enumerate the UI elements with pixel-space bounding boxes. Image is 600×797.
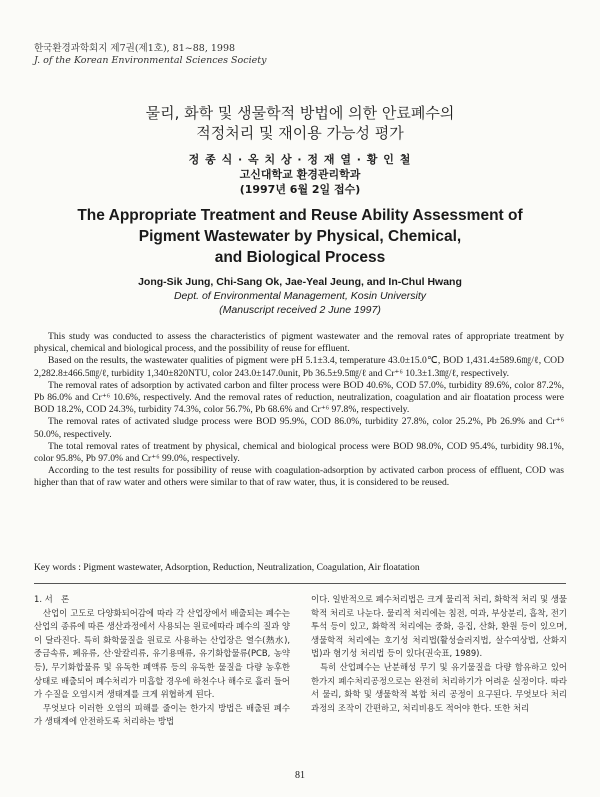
journal-name: J. of the Korean Environmental Sciences Society bbox=[34, 55, 267, 66]
section-heading-introduction: 1. 서 론 bbox=[34, 594, 70, 604]
english-title bbox=[0, 205, 600, 268]
abstract bbox=[34, 331, 564, 490]
body-paragraph: 특히 산업폐수는 난분해성 무기 및 유기물질을 다량 함유하고 있어 한가지 폐수처리공정으로는 완전히 처리하기가 어려운 실정이다. 따라서 물리, 화학 및 생물학적 복합 처리 공정이 요구된다. 무엇보다 처리과정의 조작이 간편하고, 처리비용도 적어야 한다. 또한 처리 bbox=[311, 661, 567, 713]
body-column-right bbox=[311, 593, 567, 715]
abstract-paragraph-4: The removal rates of activated sludge process were BOD 95.9%, COD 86.0%, turbidity 27.8%, color 25.2%, Pb 26.9% and Cr⁺⁶ 50.0%, respectively. bbox=[34, 416, 564, 440]
korean-title-line-1: 물리, 화학 및 생물학적 방법에 의한 안료폐수의 bbox=[145, 104, 455, 122]
journal-header bbox=[34, 43, 266, 67]
korean-authors-block bbox=[0, 152, 600, 197]
body-column-left bbox=[34, 593, 290, 729]
english-received-date: (Manuscript received 2 June 1997) bbox=[219, 304, 381, 316]
english-department: Dept. of Environmental Management, Kosin University bbox=[173, 290, 427, 302]
body-paragraph: 산업이 고도로 다양화되어감에 따라 각 산업장에서 배출되는 폐수는 산업의 종류에 따른 생산과정에서 사용되는 원료에따라 폐수의 질과 양이 달라진다. 특히 화학물질을 원료로 사용하는 산업장은 열수(熱水), 중금속류, 페유류, 산·알칼리류, 유기용매류, 유기화합물류(PCB, 농약 등), 무기화합물류 및 유독한 폐액류 등의 유독한 물질을 다량 농후한 상태로 배출되어 폐수처리가 미흡할 경우에 하천수나 해수로 흘러 들어가 수질을 오염시켜 생태계를 크게 위협하게 된다. bbox=[34, 607, 290, 700]
korean-affiliation: 고신대학교 환경관리학과 bbox=[239, 168, 361, 181]
abstract-paragraph-1: This study was conducted to assess the characteristics of pigment wastewater and the removal rates of appropriate treatment by physical, chemical and biological process, and the possibility of reuse for effluent. bbox=[34, 331, 564, 355]
korean-author-names: 정 종 식 · 옥 치 상 · 정 재 열 · 황 인 철 bbox=[188, 153, 412, 166]
abstract-paragraph-2: Based on the results, the wastewater qualities of pigment were pH 5.1±3.4, temperature 43.0±15.0℃, BOD 1,431.4±589.6㎎/ℓ, COD 2,282.8±466.5㎎/ℓ, turbidity 1,340±820NTU, color 243.0±147.0unit, Pb 36.5±9.5㎎/ℓ and Cr⁺⁶ 10.3±1.3㎎/ℓ, respectively. bbox=[34, 355, 564, 379]
english-title-line-3: and Biological Process bbox=[214, 249, 386, 266]
english-title-line-2: Pigment Wastewater by Physical, Chemical, bbox=[138, 228, 462, 245]
abstract-paragraph-5: The total removal rates of treatment by physical, chemical and biological process were BOD 98.0%, COD 95.4%, turbidity 98.1%, color 95.8%, Pb 97.0% and Cr⁺⁶ 99.0%, respectively. bbox=[34, 440, 564, 465]
page-number: 81 bbox=[295, 770, 305, 781]
abstract-paragraph-6: According to the test results for possibility of reuse with coagulation-adsorption by activated carbon process of effluent, COD was higher than that of raw water and others were similar to that of raw water, thus, it is considered to be reused. bbox=[34, 465, 564, 489]
body-paragraph: 이다. 일반적으로 폐수처리법은 크게 물리적 처리, 화학적 처리 및 생물학적 처리로 나눈다. 물리적 처리에는 침전, 여과, 부상분리, 흡착, 전기투석 등이 있고, 화학적 처리에는 중화, 응집, 산화, 환원 등이 있으며, 생물학적 처리에는 호기성 처리법(활성슬러지법, 살수여상법, 산화지법)과 혐기성 처리법 등이 있다(권숙표, 1989). bbox=[311, 594, 567, 659]
divider bbox=[34, 583, 566, 584]
body-paragraph: 무엇보다 이러한 오염의 피해를 줄이는 한가지 방법은 배출된 폐수가 생태계에 안전하도록 처리하는 방법 bbox=[34, 702, 290, 727]
korean-title bbox=[0, 103, 600, 143]
korean-received-date: (1997년 6월 2일 접수) bbox=[239, 183, 361, 196]
citation-line: 한국환경과학회지 제7권(제1호), 81~88, 1998 bbox=[34, 43, 236, 54]
english-authors-block bbox=[0, 275, 600, 317]
keywords: Key words : Pigment wastewater, Adsorption, Reduction, Neutralization, Coagulation, Air floatation bbox=[34, 562, 420, 573]
english-author-names: Jong-Sik Jung, Chi-Sang Ok, Jae-Yeal Jeung, and In-Chul Hwang bbox=[138, 276, 462, 288]
english-title-line-1: The Appropriate Treatment and Reuse Ability Assessment of bbox=[77, 207, 523, 224]
abstract-paragraph-3: The removal rates of adsorption by activated carbon and filter process were BOD 40.6%, COD 57.0%, turbidity 89.6%, color 87.2%, Pb 86.0% and Cr⁺⁶ 10.6%, respectively. And the removal rates of reduction, neutralization, coagulation and air floatation process were BOD 18.2%, COD 24.3%, turbidity 74.3%, color 56.7%, Pb 68.6% and Cr⁺⁶ 97.8%, respectively. bbox=[34, 379, 564, 416]
korean-title-line-2: 적정처리 및 재이용 가능성 평가 bbox=[196, 124, 404, 142]
